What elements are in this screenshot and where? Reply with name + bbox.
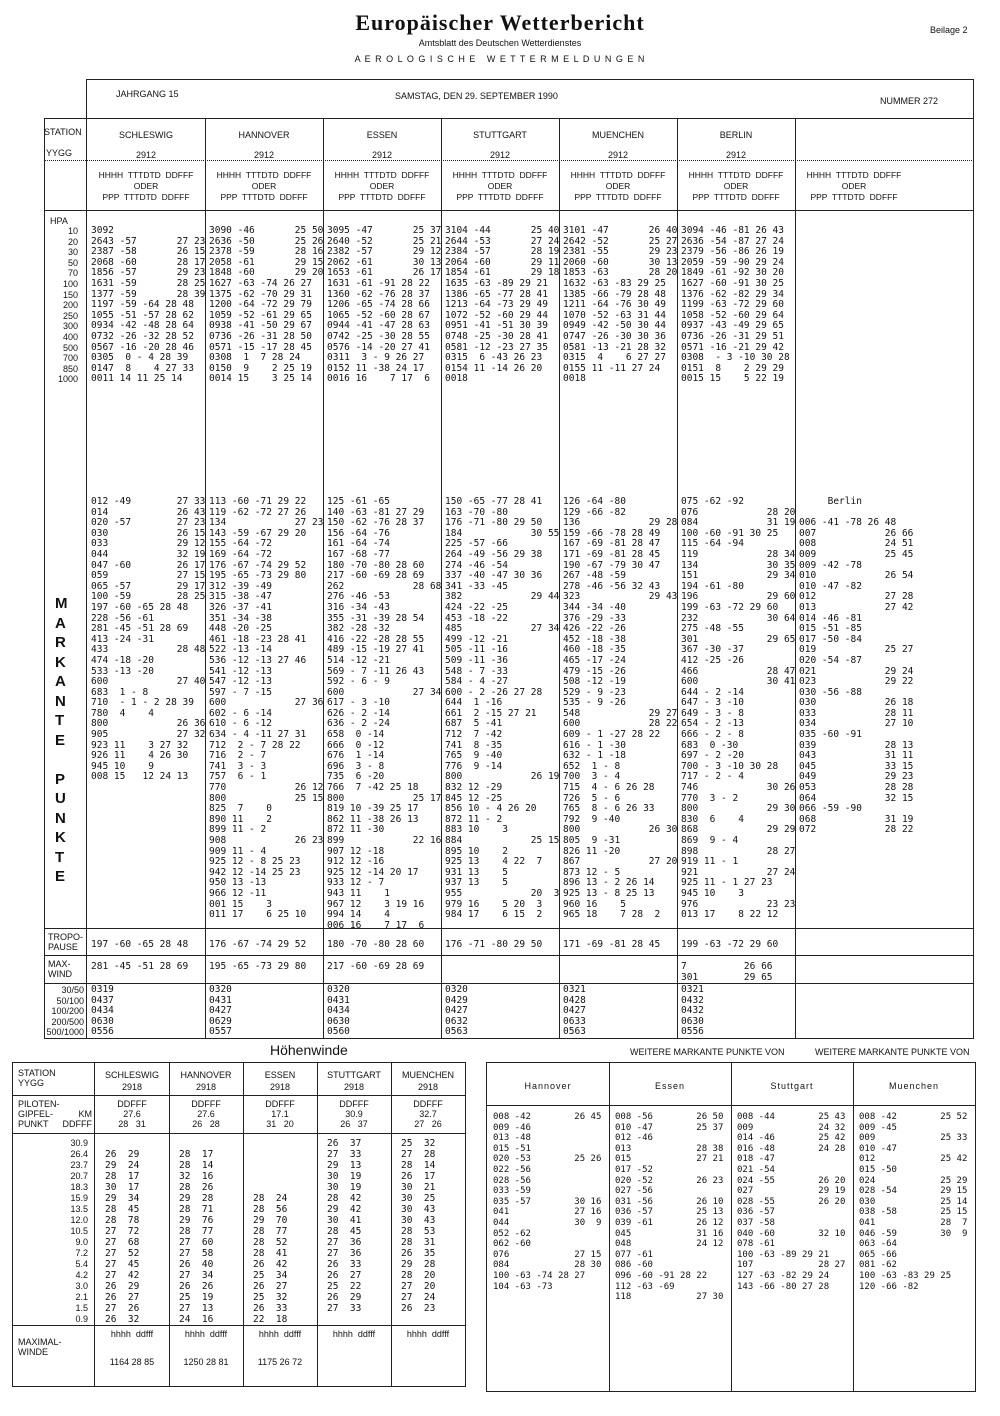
station-name: MUENCHEN	[591, 130, 644, 140]
maxwind-data: 217 -60 -69 28 69	[327, 961, 425, 972]
level-list: 10 20 30 50 70 100 150 200 250 300 400 500 700 850 1000	[57, 226, 78, 385]
hoehenwinde-title: Höhenwinde	[270, 1042, 348, 1058]
hw-station-yygg: 2918	[417, 1082, 439, 1092]
markante-punkte-data: 113 -60 -71 29 22 119 -62 -72 27 26 134 27 23 143 -59 -67 29 20 155 -64 -72 169 -64 -72 176 -67 -74 29 52 195 -65 -73 29 80 312 -39 -49 315 -38 -47 326 -37 -41 351 -34 -38 448 -20 -25 461 -18 -23 28 41 522 -13 -14 536 -12 -13 27 46 541 -12 -13 547 -12 -13 597 - 7 -15 600 27 36 602 - 6 -14 610 - 6 -12 634 - 4 -11 27 31 712 2 - 7 28 22 716 2 - 7 741 3 - 3 757 6 - 1 770 26 12 800 25 15 825 7 0 890 11 2 899 11 - 2 908 26 23 909 11 - 4 925 12 - 8 25 23 942 12 -14 25 23 950 13 -13 966 12 -11 001 15 3 011 17 6 25 10	[209, 496, 324, 921]
mp-letter: K	[55, 829, 66, 846]
tropopause-data: 171 -69 -81 28 45	[563, 939, 661, 950]
mp-letter: N	[55, 692, 66, 710]
page-title: Europäischer Wetterbericht	[355, 10, 645, 35]
station-yygg: 2912	[135, 150, 157, 160]
date: SAMSTAG, DEN 29. SEPTEMBER 1990	[395, 91, 558, 101]
mp-letter	[55, 751, 75, 771]
hw-max-value: 1175 26 72	[257, 1357, 303, 1367]
standard-levels-data: 3104 -44 25 40 2644 -53 27 24 2384 -57 28 19 2064 -60 29 11 1854 -61 29 18 1635 -63 -89 29 21 1386 -65 -77 28 41 1213 -64 -73 29 49 1072 -52 -60 29 44 0951 -41 -51 30 39 0748 -25 -30 28 41 0581 -12 -23 27 35 0315 6 -43 26 23 0154 11 -14 26 20 0018	[445, 225, 560, 385]
hw-gipfel: DDFFF 30.9 26 37	[339, 1099, 369, 1129]
station-name: SCHLESWIG	[118, 130, 173, 140]
hw-max-value: 1164 28 85	[109, 1357, 155, 1367]
standard-levels-data: 3101 -47 26 40 2642 -52 25 27 2381 -55 29 23 2060 -60 30 13 1853 -63 28 20 1632 -63 -83 29 25 1385 -66 -79 28 48 1211 -64 -76 30 49 1070 -52 -63 31 44 0949 -42 -50 30 44 0747 -26 -30 30 36 0581 -13 -21 28 32 0315 4 6 27 27 0155 11 -11 27 24 0018	[563, 225, 678, 385]
col-header-3: PPP TTTDTD DDFFF	[220, 192, 308, 202]
col-header-1: HHHH TTTDTD DDFFF	[452, 170, 548, 180]
hw-km-levels: 30.9 26.4 23.7 20.7 18.3 15.9 13.5 12.0 10.5 9.0 7.2 5.4 4.2 3.0 2.1 1.5 0.9	[70, 1138, 88, 1324]
layer-list: 30/50 50/100 100/200 200/500 500/1000	[46, 985, 84, 1038]
station-name: HANNOVER	[238, 130, 290, 140]
tropopause-data: 176 -71 -80 29 50	[445, 939, 543, 950]
subtitle: Amtsblatt des Deutschen Wetterdienstes	[418, 38, 582, 48]
hw-station-name: HANNOVER	[180, 1070, 232, 1080]
station-name: ESSEN	[366, 130, 398, 140]
hw-winds: 26 37 27 33 29 13 30 19 30 19 28 42 29 42 30 41 28 45 27 36 27 36 26 33 26 27 25 22 26 29 27 33	[327, 1138, 362, 1314]
weitere-header-2: WEITERE MARKANTE PUNKTE VON	[815, 1047, 970, 1057]
hw-station-label: STATION YYGG	[18, 1068, 56, 1088]
mp-letter: M	[55, 595, 68, 612]
mp-letter: R	[55, 634, 66, 651]
hw-km-label: KM DDFFF	[62, 1109, 92, 1129]
layer-data: 0321 0432 0432 0630 0556	[681, 984, 704, 1038]
mp-letter: N	[55, 809, 66, 827]
station-name: STUTTGART	[473, 130, 527, 140]
hw-pilot-label: PILOTEN- GIPFEL- PUNKT	[18, 1099, 60, 1129]
col-header-3: PPP TTTDTD DDFFF	[102, 192, 190, 202]
col-header-1: HHHH TTTDTD DDFFF	[570, 170, 666, 180]
maxwind-data: 281 -45 -51 28 69	[91, 961, 189, 972]
hw-max-header: hhhh ddfff	[258, 1329, 302, 1339]
col-header-1: HHHH TTTDTD DDFFF	[334, 170, 430, 180]
hw-max-value: 1250 28 81	[183, 1357, 229, 1367]
col-header-1: HHHH TTTDTD DDFFF	[688, 170, 784, 180]
mp-letter: K	[55, 653, 66, 671]
weitere-station-name: Stuttgart	[770, 1081, 814, 1091]
hw-max-header: hhhh ddfff	[184, 1329, 228, 1339]
station-name: BERLIN	[719, 130, 753, 140]
mp-letter: A	[55, 614, 66, 632]
layer-data: 0319 0437 0434 0630 0556	[91, 984, 114, 1038]
hw-station-name: STUTTGART	[327, 1070, 381, 1080]
layer-data: 0320 0431 0434 0630 0560	[327, 984, 350, 1038]
col-header-2: ODER	[133, 181, 159, 191]
markante-punkte-data: 126 -64 -80 129 -66 -82 136 29 28 159 -66 -78 28 49 167 -69 -81 28 47 171 -69 -81 28 45 190 -67 -79 30 47 267 -48 -59 278 -46 -56 32 43 323 29 43 344 -34 -40 376 -29 -33 426 -22 -26 452 -18 -38 460 -18 -35 465 -17 -24 479 -15 -26 508 -12 -19 529 - 9 -23 535 - 9 -26 548 29 27 600 28 22 609 - 1 -27 28 22 616 - 1 -30 632 - 1 -18 652 1 - 8 700 3 - 4 715 4 - 6 26 28 726 5 - 6 765 8 - 6 26 33 792 9 -40 800 26 30 805 9 -31 826 11 -20 867 27 20 873 12 - 5 896 13 - 2 26 14 925 13 - 8 25 13 960 16 5 965 18 7 28 2	[563, 496, 678, 921]
tropopause-data: 176 -67 -74 29 52	[209, 939, 307, 950]
col-header-2: ODER	[841, 181, 867, 191]
hpa-label: HPA	[50, 216, 68, 226]
hw-max-label: MAXIMAL- WINDE	[18, 1337, 62, 1357]
mp-letter: U	[55, 790, 66, 807]
hw-station-name: SCHLESWIG	[104, 1070, 159, 1080]
tropopause-data: 199 -63 -72 29 60	[681, 939, 779, 950]
col-header-3: PPP TTTDTD DDFFF	[692, 192, 780, 202]
standard-levels-data: 3094 -46 -81 26 43 2636 -54 -87 27 24 2379 -56 -86 26 19 2059 -59 -90 29 24 1849 -61 -92 30 20 1627 -60 -91 30 25 1376 -62 -82 29 34 1199 -63 -72 29 60 1058 -52 -60 29 64 0937 -43 -49 29 65 0736 -26 -31 29 51 0571 -16 -21 29 42 0308 - 3 -10 30 28 0151 8 2 29 29 0015 15 5 22 19	[681, 225, 790, 385]
layer-data: 0320 0431 0427 0629 0557	[209, 984, 232, 1038]
hw-gipfel: DDFFF 32.7 27 26	[413, 1099, 443, 1129]
jahrgang: JAHRGANG 15	[116, 89, 179, 99]
standard-levels-data: 3095 -47 25 37 2640 -52 25 21 2382 -57 29 12 2062 -61 30 13 1653 -61 26 17 1631 -61 -91 28 22 1360 -62 -76 28 37 1206 -65 -74 28 66 1065 -52 -60 28 67 0944 -41 -47 28 63 0742 -25 -30 28 55 0576 -14 -20 27 41 0311 3 - 9 26 27 0152 11 -38 24 17 0016 16 7 17 6	[327, 225, 442, 385]
col-header-1: HHHH TTTDTD DDFFF	[98, 170, 194, 180]
hw-max-header: hhhh ddfff	[332, 1329, 376, 1339]
weitere-data: 008 -56 26 50 010 -47 25 37 012 -46 013 28 38 015 27 21 017 -52 020 -52 26 23 027 -56 031 -56 26 10 036 -57 25 13 039 -61 26 12 045 31 16 048 24 12 077 -61 086 -60 096 -60 -91 28 22 112 -63 -69 118 27 30	[615, 1112, 724, 1303]
weitere-data: 008 -42 26 45 009 -46 013 -48 015 -51 020 -53 25 26 022 -56 028 -56 033 -59 035 -57 30 16 041 27 16 044 30 9 052 -62 062 -60 076 27 15 084 28 30 100 -63 -74 28 27 104 -63 -73	[493, 1112, 602, 1292]
hw-winds: 28 17 28 14 32 16 28 26 29 28 28 71 29 76 28 77 27 60 27 58 26 40 27 34 26 26 25 19 27 13 24 16	[179, 1149, 214, 1325]
hw-winds: 26 29 29 24 28 17 30 17 29 34 28 45 28 78 27 72 27 68 27 52 27 45 27 42 26 29 26 27 27 26 26 32	[105, 1149, 140, 1325]
hw-max-header: hhhh ddfff	[406, 1329, 450, 1339]
weitere-data: 008 -42 25 52 009 -45 009 25 33 010 -47 012 25 42 015 -50 024 25 29 028 -54 29 15 030 25 14 038 -58 25 15 041 28 7 046 -59 30 9 063 -64 065 -66 081 -62 100 -63 -83 29 25 120 -66 -82	[859, 1112, 968, 1292]
markante-punkte-data: Berlin 006 -41 -78 26 48 007 26 66 008 24 51 009 25 45 009 -42 -78 010 26 54 010 -47 -82 012 27 28 013 27 42 014 -46 -81 015 -51 -85 017 -50 -84 019 25 27 020 -54 -87 021 29 24 023 29 22 030 -56 -88 030 26 18 033 28 11 034 27 10 035 -60 -91 039 28 13 043 31 11 045 33 15 049 29 23 053 28 28 064 32 15 066 -59 -90 068 31 19 072 28 22	[799, 496, 914, 836]
markante-punkte-data: 150 -65 -77 28 41 163 -70 -80 176 -71 -80 29 50 184 30 55 225 -57 -66 264 -49 -56 29 38 274 -46 -54 337 -40 -47 30 36 341 -33 -45 382 29 44 424 -22 -25 453 -18 -22 485 27 34 499 -12 -21 505 -11 -16 509 -11 -36 548 - 7 -33 584 - 4 -27 600 - 2 -26 27 28 644 1 -16 661 2 -15 27 21 687 5 -41 712 7 -42 741 8 -35 765 9 -40 776 9 -14 800 26 19 832 12 -29 845 12 -25 856 10 - 4 26 20 872 11 - 2 883 10 3 884 25 15 895 10 2 925 13 4 22 7 931 13 5 937 13 5 955 20 3 979 16 5 20 3 984 17 6 15 2	[445, 496, 560, 921]
hw-max-header: hhhh ddfff	[110, 1329, 154, 1339]
weitere-station-name: Essen	[654, 1081, 685, 1091]
weitere-data: 008 -44 25 43 009 24 32 014 -46 25 42 016 -48 24 28 018 -47 021 -54 024 -55 26 20 027 29 19 028 -55 26 20 036 -57 037 -58 040 -60 32 10 078 -61 100 -63 -89 29 21 107 28 27 127 -63 -82 29 24 143 -66 -80 27 28	[737, 1112, 846, 1292]
station-yygg: 2912	[371, 150, 393, 160]
col-header-1: HHHH TTTDTD DDFFF	[806, 170, 902, 180]
station-yygg: 2912	[253, 150, 275, 160]
maxwind-data: 7 26 66 301 29 65	[681, 961, 773, 983]
standard-levels-data: 3092 2643 -57 27 23 2387 -58 26 15 2068 -60 28 17 1856 -57 29 23 1631 -59 28 25 1377 -59 28 39 1197 -59 -64 28 48 1055 -51 -57 28 62 0934 -42 -48 28 64 0732 -26 -32 28 52 0567 -16 -20 28 46 0305 0 - 4 28 39 0147 8 4 27 33 0011 14 11 25 14	[91, 225, 206, 385]
hw-station-yygg: 2918	[343, 1082, 365, 1092]
hw-gipfel: DDFFF 27.6 26 28	[191, 1099, 221, 1129]
mp-letter: E	[55, 868, 66, 885]
section-title: A E R O L O G I S C H E W E T T E R M E L D U N G E N	[354, 54, 646, 64]
hw-station-yygg: 2918	[269, 1082, 291, 1092]
mp-letter: P	[55, 770, 66, 788]
hw-station-yygg: 2918	[121, 1082, 143, 1092]
markante-punkte-data: 125 -61 -65 140 -63 -81 27 29 150 -62 -76 28 37 156 -64 -76 161 -64 -74 167 -68 -77 180 -70 -80 28 60 217 -60 -69 28 69 262 28 68 276 -46 -53 316 -34 -43 355 -31 -39 28 54 382 -28 -32 416 -22 -28 28 55 489 -15 -19 27 41 514 -12 -21 569 - 7 -11 26 43 592 - 6 - 9 600 27 34 617 - 3 -10 626 - 2 -14 636 - 2 -24 658 0 -14 666 0 -12 676 1 -14 696 3 - 8 735 6 -20 766 7 -42 25 18 800 25 17 819 10 -39 25 17 862 11 -38 26 13 872 11 -30 899 22 16 907 12 -18 912 12 -16 925 12 -14 20 17 933 12 - 7 943 11 1 967 12 3 19 16 994 14 4 006 16 7 17 6	[327, 496, 442, 931]
tropopause-data: 197 -60 -65 28 48	[91, 939, 189, 950]
hw-station-name: ESSEN	[264, 1070, 296, 1080]
markante-punkte-data: 075 -62 -92 076 28 20 084 31 19 100 -60 -91 30 25 115 -64 -94 119 28 34 134 30 35 151 29 34 194 -61 -80 196 29 60 199 -63 -72 29 60 232 30 64 275 -48 -55 301 29 65 367 -30 -37 412 -25 -26 466 28 47 600 30 41 644 - 2 -14 647 - 3 -10 649 - 3 - 8 654 - 2 -13 666 - 2 - 8 683 0 -30 697 - 2 -20 700 - 3 -10 30 28 717 - 2 - 4 746 30 26 770 3 - 2 800 29 30 830 6 4 868 29 29 869 9 - 4 898 28 27 919 11 - 1 921 27 24 925 11 - 1 27 23 945 10 3 976 23 23 013 17 8 22 12	[681, 496, 796, 921]
col-header-2: ODER	[605, 181, 631, 191]
hw-station-yygg: 2918	[195, 1082, 217, 1092]
tropopause-label: TROPO- PAUSE	[48, 932, 83, 952]
hw-station-name: MUENCHEN	[401, 1070, 454, 1080]
nummer: NUMMER 272	[880, 96, 939, 106]
col-header-3: PPP TTTDTD DDFFF	[456, 192, 544, 202]
weitere-station-name: Hannover	[524, 1081, 572, 1091]
standard-levels-data: 3090 -46 25 50 2636 -50 25 26 2378 -59 28 16 2058 -61 29 15 1848 -60 29 20 1627 -63 -74 26 27 1375 -62 -70 29 31 1200 -64 -72 29 79 1059 -52 -61 29 65 0938 -41 -50 29 67 0736 -26 -31 28 50 0571 -15 -17 28 45 0308 1 7 28 24 0150 9 2 25 19 0014 15 3 25 14	[209, 225, 324, 385]
hw-winds: 25 32 27 28 28 14 26 17 30 21 30 25 30 43 30 43 28 53 28 31 26 35 29 28 28 20 27 20 27 24 26 23	[401, 1138, 436, 1314]
mp-letter: E	[55, 731, 66, 749]
col-header-2: ODER	[723, 181, 749, 191]
layer-data: 0321 0428 0427 0633 0563	[563, 984, 586, 1038]
layer-data: 0320 0429 0427 0632 0563	[445, 984, 468, 1038]
maxwind-label: MAX- WIND	[48, 959, 72, 979]
hw-gipfel: DDFFF 27.6 28 31	[117, 1099, 147, 1129]
col-header-3: PPP TTTDTD DDFFF	[574, 192, 662, 202]
col-header-3: PPP TTTDTD DDFFF	[338, 192, 426, 202]
station-yygg: 2912	[489, 150, 511, 160]
weitere-station-name: Muenchen	[888, 1081, 940, 1091]
col-header-2: ODER	[369, 181, 395, 191]
beilage-label: Beilage 2	[930, 25, 968, 35]
col-header-2: ODER	[487, 181, 513, 191]
mp-letter: A	[55, 673, 66, 690]
hw-gipfel: DDFFF 17.1 31 20	[265, 1099, 295, 1129]
mp-letter: T	[55, 712, 65, 729]
weitere-header-1: WEITERE MARKANTE PUNKTE VON	[630, 1047, 785, 1057]
markante-punkte-data: 012 -49 27 33 014 26 43 020 -57 27 23 030 26 15 033 29 12 044 32 19 047 -60 26 17 059 27 15 065 -57 29 17 100 -59 28 25 197 -60 -65 28 48 228 -56 -61 281 -45 -51 28 69 413 -24 -31 433 28 48 474 -18 -20 533 -13 -20 600 27 40 683 1 - 8 710 - 1 - 2 28 39 780 4 4 800 26 36 905 27 32 923 11 3 27 32 926 11 4 26 30 945 10 9 008 15 12 24 13	[91, 496, 206, 783]
maxwind-data: 195 -65 -73 29 80	[209, 961, 307, 972]
markante-punkte-label	[55, 595, 75, 888]
yygg-label: YYGG	[46, 148, 73, 158]
col-header-3: PPP TTTDTD DDFFF	[810, 192, 898, 202]
station-yygg: 2912	[725, 150, 747, 160]
hw-winds: 28 24 28 56 29 70 28 77 28 52 28 41 26 42 25 34 26 27 25 32 26 33 22 18	[253, 1193, 288, 1325]
tropopause-data: 180 -70 -80 28 60	[327, 939, 425, 950]
station-yygg: 2912	[607, 150, 629, 160]
col-header-1: HHHH TTTDTD DDFFF	[216, 170, 312, 180]
station-label: STATION	[44, 127, 82, 137]
col-header-2: ODER	[251, 181, 277, 191]
mp-letter: T	[55, 848, 65, 866]
